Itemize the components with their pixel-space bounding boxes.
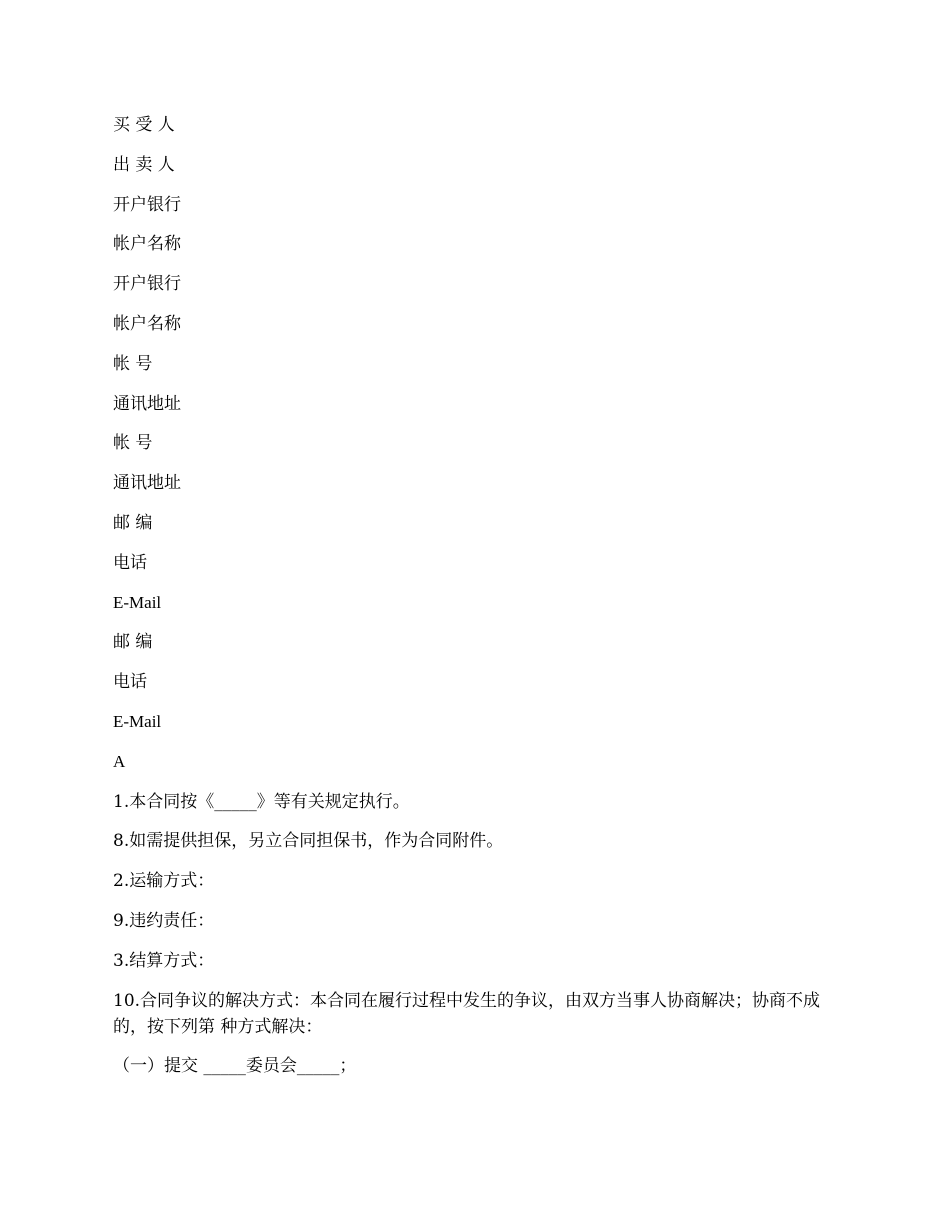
clause-9: 9.违约责任： [113,910,215,931]
seller-label: 出 卖 人 [113,154,175,175]
buyer-postcode-label: 邮 编 [113,512,153,533]
dispute-option-1: （一）提交 _____委员会_____； [113,1056,357,1077]
clause-1: 1.本合同按《_____》等有关规定执行。 [113,791,410,812]
seller-email-label: E-Mail [113,711,162,731]
clause-8: 8.如需提供担保，另立合同担保书，作为合同附件。 [113,831,504,852]
seller-account-name-label: 帐户名称 [113,313,181,334]
section-marker: A [113,751,126,771]
buyer-phone-label: 电话 [113,552,147,573]
buyer-label: 买 受 人 [113,115,175,135]
seller-bank-label: 开户银行 [113,274,181,295]
seller-phone-label: 电话 [113,672,147,693]
clause-2: 2.运输方式： [113,871,215,892]
clause-3: 3.结算方式： [113,950,215,971]
seller-account-number-label: 帐 号 [113,433,153,454]
seller-address-label: 通讯地址 [113,473,181,494]
buyer-account-number-label: 帐 号 [113,353,153,374]
buyer-account-name-label: 帐户名称 [113,234,181,255]
buyer-address-label: 通讯地址 [113,393,181,414]
seller-postcode-label: 邮 编 [113,632,153,653]
buyer-email-label: E-Mail [113,592,162,612]
document-body [113,112,833,1093]
clause-10: 10.合同争议的解决方式：本合同在履行过程中发生的争议，由双方当事人协商解决；协商不成的，按下列第 种方式解决： [113,990,821,1037]
buyer-bank-label: 开户银行 [113,194,181,215]
